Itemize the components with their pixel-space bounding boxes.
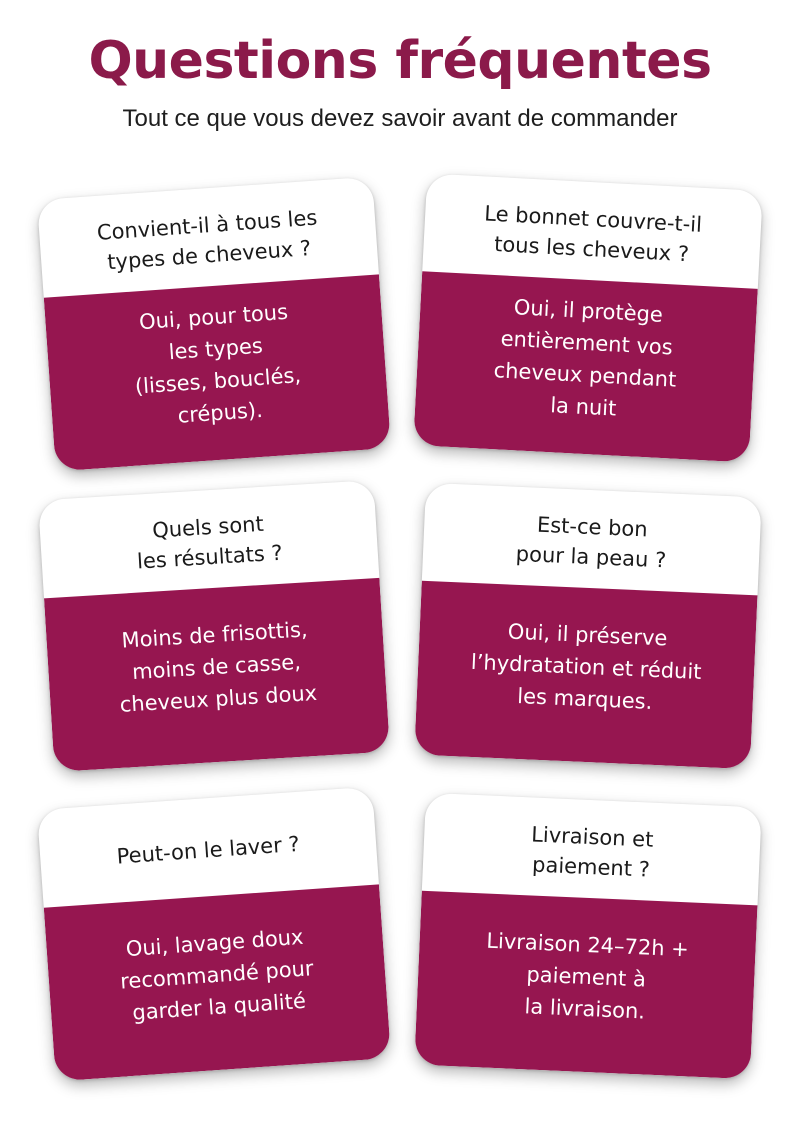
faq-answer-text: Oui, il préserve l’hydratation et réduit les marques.: [470, 619, 702, 714]
faq-answer-text: Oui, pour tous les types (lisses, bouclés, crépus).: [134, 299, 302, 428]
faq-answer-text: Oui, il protège entièrement vos cheveux pendant la nuit: [493, 295, 677, 421]
faq-answer: [414, 891, 757, 1079]
faq-question: [422, 483, 762, 594]
page-subtitle: Tout ce que vous devez savoir avant de commander: [122, 105, 678, 132]
faq-question: [38, 480, 379, 596]
faq-card-skin: [414, 483, 762, 769]
faq-question-text: Convient-il à tous les types de cheveux ?: [96, 205, 319, 275]
faq-card-hair-types: [37, 177, 391, 472]
faq-answer: [44, 884, 391, 1081]
page-title: Questions fréquentes: [88, 31, 712, 91]
faq-question-text: Le bonnet couvre-t-il tous les cheveux ?: [483, 201, 703, 267]
faq-card-results: [38, 480, 390, 772]
faq-answer-text: Moins de frisottis, moins de casse, cheveux plus doux: [119, 617, 318, 717]
faq-answer-text: Livraison 24–72h + paiement à la livraison.: [485, 928, 690, 1024]
faq-answer: [44, 274, 391, 471]
faq-card-washing: [37, 787, 391, 1082]
faq-question-text: Est-ce bon pour la peau ?: [515, 512, 667, 573]
faq-answer-text: Oui, lavage doux recommandé pour garder la qualité: [119, 924, 315, 1025]
faq-question: [422, 793, 762, 904]
faq-card-delivery: [414, 793, 762, 1079]
faq-answer: [414, 581, 757, 769]
faq-question-text: Peut-on le laver ?: [115, 831, 301, 869]
faq-question-text: Quels sont les résultats ?: [136, 511, 284, 574]
faq-question-text: Livraison et paiement ?: [530, 822, 654, 882]
faq-answer: [413, 271, 758, 462]
faq-card-coverage: [413, 173, 763, 462]
faq-answer: [44, 578, 390, 772]
faq-question: [422, 173, 763, 286]
